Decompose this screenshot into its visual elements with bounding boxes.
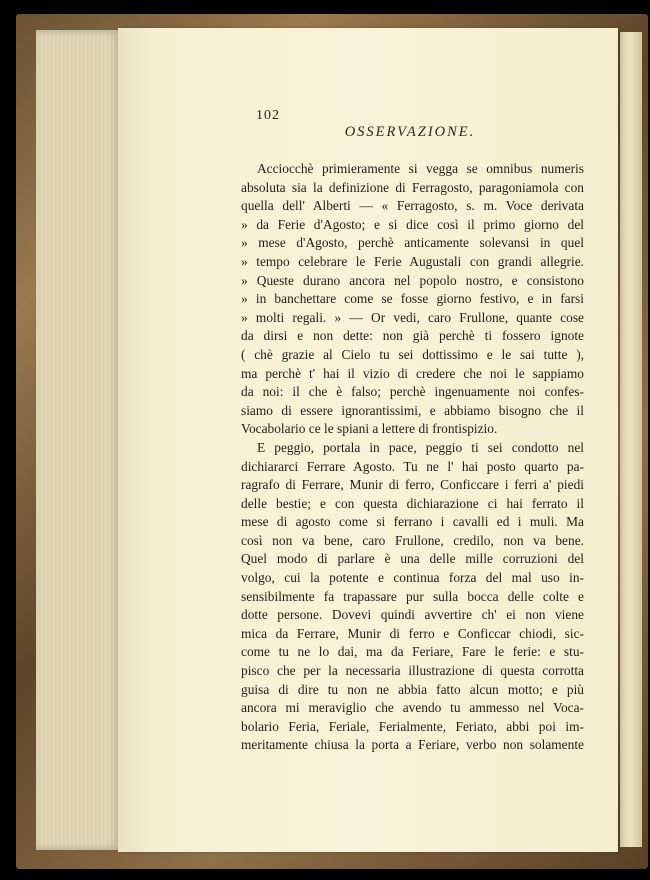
text-line: come tu ne lo dai, ma da Feriare, Fare le ferie: e stu- bbox=[241, 644, 584, 660]
text-line: » tempo celebrare le Ferie Augustali con grandi allegrie. bbox=[241, 253, 584, 269]
page-number: 102 bbox=[256, 108, 280, 123]
text-line: ragrafo di Ferrare, Munir di ferro, Conficcare i ferri a' piedi bbox=[241, 477, 584, 493]
text-line: siamo di essere ignorantissimi, e abbiamo bisogno che il bbox=[241, 402, 584, 418]
text-line: E peggio, portala in pace, peggio ti sei condotto nel bbox=[257, 439, 584, 455]
text-line: delle bestie; e con questa dichiarazione ci hai ferrato il bbox=[241, 495, 584, 511]
text-line: bolario Feria, Feriale, Ferialmente, Feriato, abbi poi im- bbox=[241, 718, 584, 734]
text-line: dichiararci Ferrare Agosto. Tu ne l' hai posto quarto pa- bbox=[241, 458, 584, 474]
text-line: mese di agosto come si ferrano i cavalli ed i muli. Ma bbox=[241, 514, 584, 530]
text-line: » mese d'Agosto, perchè anticamente solevansi in quel bbox=[241, 235, 584, 251]
text-line: volgo, cui la potente e continua forza del mal uso in- bbox=[241, 570, 584, 586]
text-line: così non va bene, caro Frullone, credilo, non va bene. bbox=[241, 532, 584, 548]
page-edges bbox=[36, 30, 124, 850]
text-line: da noi: il che è falso; perchè ingenuamente noi confes- bbox=[241, 384, 584, 400]
text-line: ancora mi meraviglio che avendo tu ammesso nel Voca- bbox=[241, 700, 584, 716]
section-heading: OSSERVAZIONE. bbox=[344, 124, 476, 140]
text-line: Acciocchè primieramente si vegga se omnibus numeris bbox=[257, 161, 584, 176]
text-line: » da Ferie d'Agosto; e si dice così il primo giorno del bbox=[241, 216, 584, 232]
text-line: quella dell' Alberti — « Ferragosto, s. m. Voce derivata bbox=[241, 198, 584, 214]
body-text bbox=[241, 160, 584, 755]
text-line: ma perchè t' hai il vizio di credere che noi le sappiamo bbox=[241, 365, 584, 381]
text-line: » in banchettare come se fosse giorno festivo, e in farsi bbox=[241, 291, 584, 307]
text-line: meritamente chiusa la porta a Feriare, verbo non solamente bbox=[241, 737, 584, 753]
text-line: Vocabolario ce le spiani a lettere di frontispizio. bbox=[241, 421, 498, 437]
text-line: » Queste durano ancora nel popolo nostro, e consistono bbox=[241, 272, 584, 288]
text-line: » molti regali. » — Or vedi, caro Frullone, quante cose bbox=[241, 309, 584, 325]
text-line: mica da Ferrare, Munir di ferro e Conficcar chiodi, sic- bbox=[241, 625, 584, 641]
text-line: guisa di dire tu non ne abbia fatto alcun motto; e più bbox=[241, 681, 584, 697]
text-line: dotte persone. Dovevi quindi avvertire ch' ei non viene bbox=[241, 607, 584, 623]
text-line: ( chè grazie al Cielo tu sei dottissimo e le sai tutte ), bbox=[241, 346, 584, 362]
text-line: Quel modo di parlare è una delle mille corruzioni del bbox=[241, 551, 584, 567]
text-line: absoluta sia la definizione di Ferragosto, paragoniamola con bbox=[241, 179, 584, 195]
facing-page-edge bbox=[620, 32, 642, 847]
text-line: sensibilmente fa trapassare pur sulla bocca delle colte e bbox=[241, 588, 584, 604]
text-line: da dirsi e non dette: non già perchè ti fossero ignote bbox=[241, 328, 584, 344]
text-line: pisco che per la necessaria illustrazione di questa corrotta bbox=[241, 663, 584, 679]
